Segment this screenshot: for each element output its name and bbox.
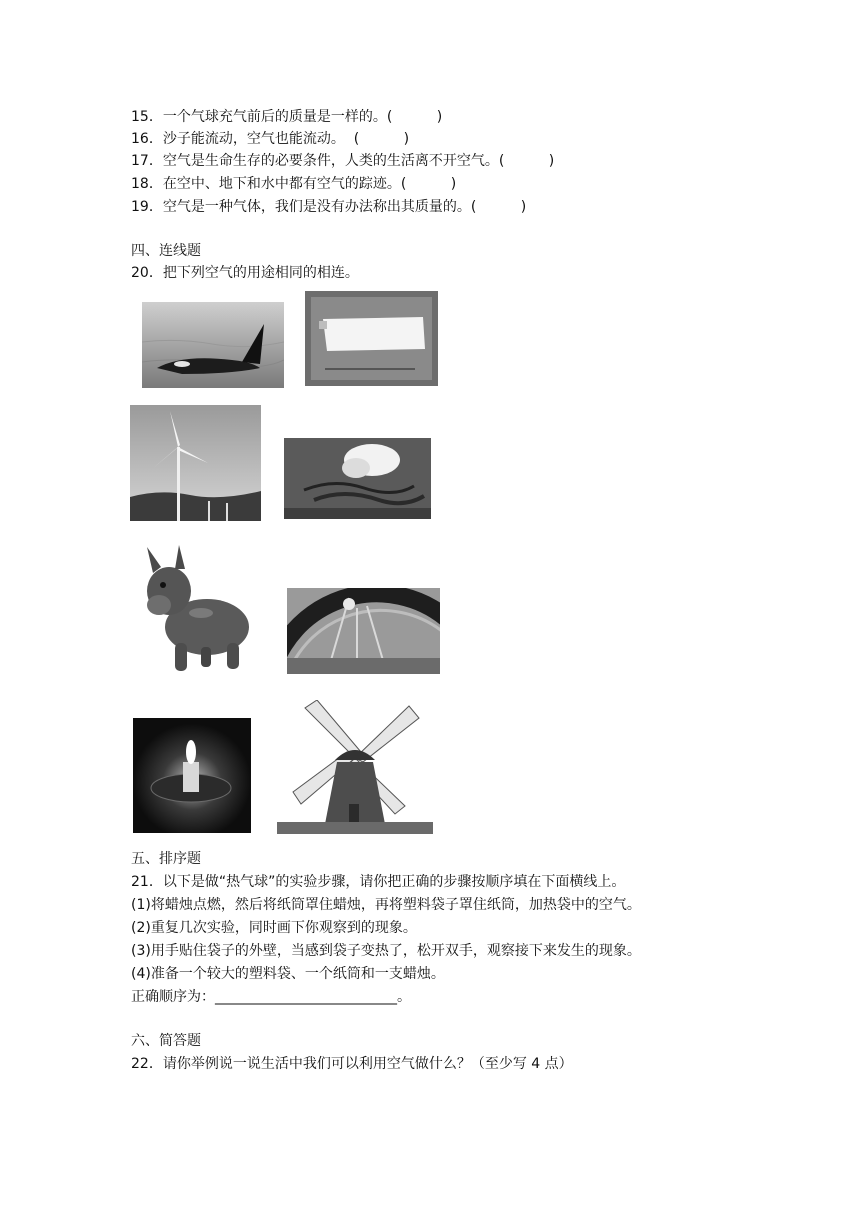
- bicycle-tire-photo: [287, 588, 440, 674]
- step-3: (3)用手贴住袋子的外壁，当感到袋子变热了，松开双手，观察接下来发生的现象。: [131, 943, 641, 959]
- paper-photo: [305, 291, 438, 386]
- question-18: 18．在空中、地下和水中都有空气的踪迹。( ): [131, 176, 457, 192]
- section-6-heading: 六、简答题: [131, 1033, 201, 1049]
- question-17: 17．空气是生命生存的必要条件，人类的生活离不开空气。( ): [131, 153, 555, 169]
- fire-photo: [284, 438, 431, 519]
- candle-photo: [133, 718, 251, 833]
- windmill-photo: [277, 700, 433, 834]
- question-19: 19．空气是一种气体，我们是没有办法称出其质量的。( ): [131, 199, 527, 215]
- orca-photo: [142, 302, 284, 388]
- question-15: 15．一个气球充气前后的质量是一样的。( ): [131, 109, 443, 125]
- step-4: (4)准备一个较大的塑料袋、一个纸筒和一支蜡烛。: [131, 966, 445, 982]
- step-2: (2)重复几次实验，同时画下你观察到的现象。: [131, 920, 417, 936]
- question-22: 22．请你举例说一说生活中我们可以利用空气做什么？（至少写 4 点）: [131, 1056, 573, 1072]
- step-1: (1)将蜡烛点燃，然后将纸筒罩住蜡烛，再将塑料袋子罩住纸筒，加热袋中的空气。: [131, 897, 641, 913]
- wind-turbine-photo: [130, 405, 261, 521]
- question-21: 21．以下是做“热气球”的实验步骤，请你把正确的步骤按顺序填在下面横线上。: [131, 874, 626, 890]
- section-4-heading: 四、连线题: [131, 243, 201, 259]
- question-20: 20．把下列空气的用途相同的相连。: [131, 265, 359, 281]
- section-5-heading: 五、排序题: [131, 851, 201, 867]
- inflatable-horse-photo: [135, 543, 253, 678]
- question-16: 16．沙子能流动，空气也能流动。 ( ): [131, 131, 410, 147]
- answer-line: 正确顺序为：__________________________。: [131, 989, 411, 1005]
